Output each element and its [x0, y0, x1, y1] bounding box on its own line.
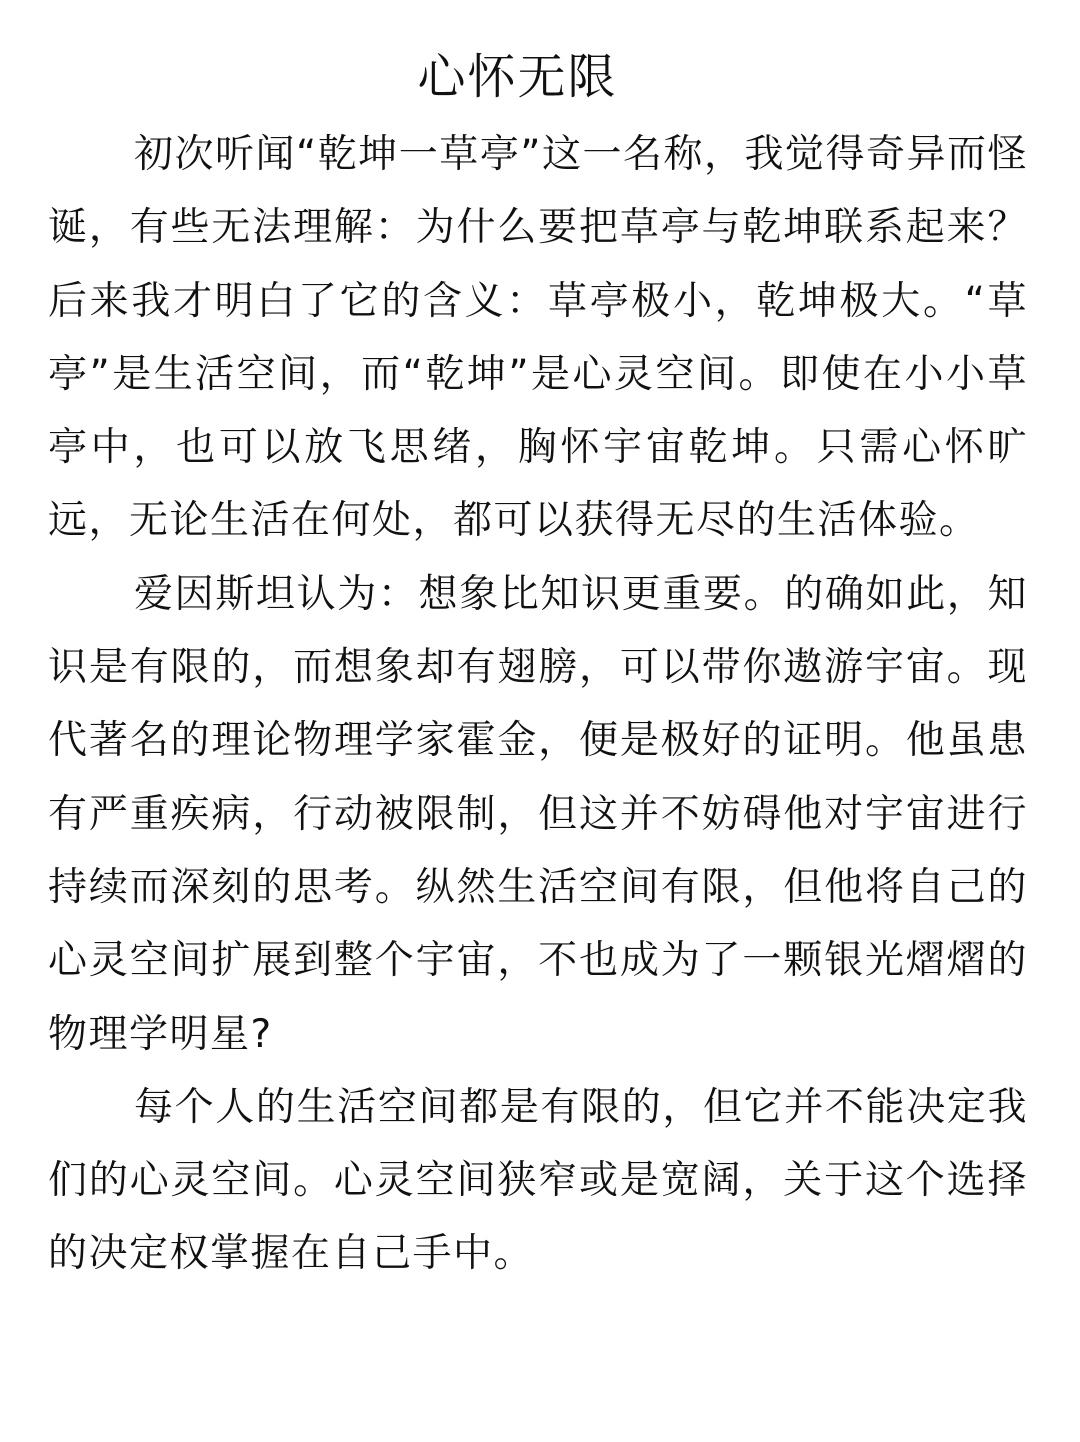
paragraph-3: 每个人的生活空间都是有限的，但它并不能决定我们的心灵空间。心灵空间狭窄或是宽阔，关于这个选择的决定权掌握在自己手中。	[48, 1084, 1028, 1277]
article-body	[48, 118, 1028, 1291]
page-title: 心怀无限	[417, 49, 618, 105]
paragraph-1: 初次听闻“乾坤一草亭”这一名称，我觉得奇异而怪诞，有些无法理解：为什么要把草亭与乾坤联系起来？后来我才明白了它的含义：草亭极小，乾坤极大。“草亭”是生活空间，而“乾坤”是心灵空间。即使在小小草亭中，也可以放飞思绪，胸怀宇宙乾坤。只需心怀旷远，无论生活在何处，都可以获得无尽的生活体验。	[48, 132, 1028, 544]
paragraph-2: 爱因斯坦认为：想象比知识更重要。的确如此，知识是有限的，而想象却有翅膀，可以带你遨游宇宙。现代著名的理论物理学家霍金，便是极好的证明。他虽患有严重疾病，行动被限制，但这并不妨碍他对宇宙进行持续而深刻的思考。纵然生活空间有限，但他将自己的心灵空间扩展到整个宇宙，不也成为了一颗银光熠熠的物理学明星?	[48, 571, 1028, 1057]
